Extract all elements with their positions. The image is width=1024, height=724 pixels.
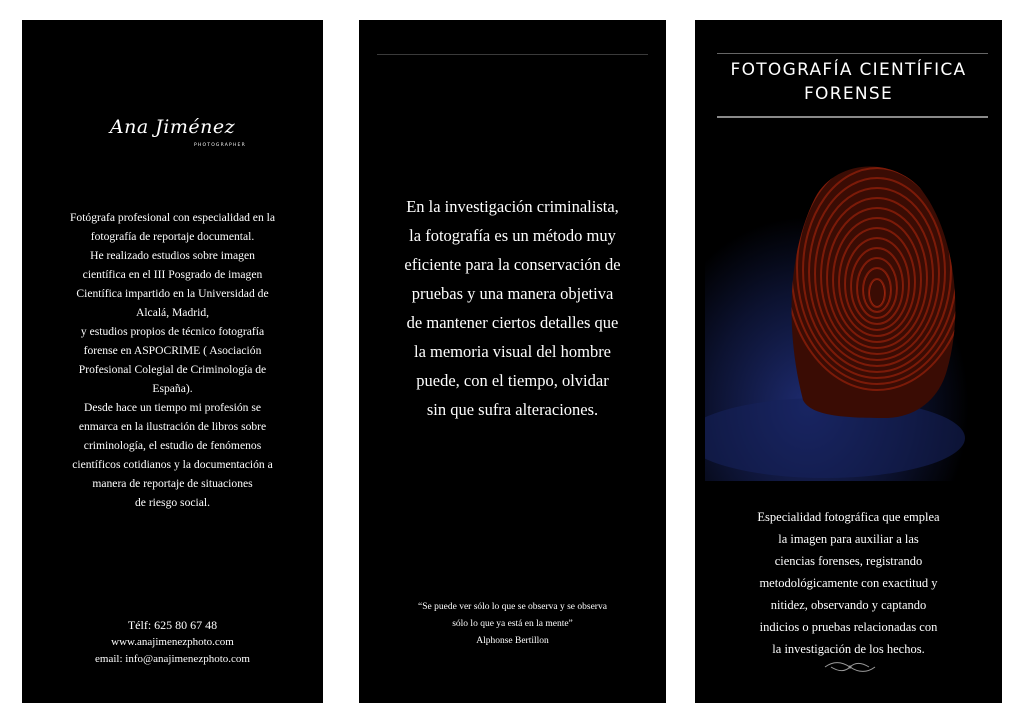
bio-line: de riesgo social.	[134, 496, 210, 509]
logo-tagline: PHOTOGRAPHER	[194, 143, 246, 148]
description-line: la investigación de los hechos.	[772, 642, 925, 656]
bio-line: Alcalá, Madrid,	[135, 306, 210, 319]
bio-line: científica en el III Posgrado de imagen	[82, 268, 263, 281]
bio-line: y estudios propios de técnico fotografía	[80, 325, 265, 338]
quote-line: sin que sufra alteraciones.	[426, 400, 599, 419]
description-line: metodológicamente con exactitud y	[759, 576, 938, 590]
contact-info	[22, 617, 323, 668]
main-quote	[359, 192, 666, 424]
citation-line: “Se puede ver sólo lo que se observa y se observa	[418, 602, 607, 612]
description-line: nitidez, observando y captando	[770, 598, 927, 612]
bio-line: criminología, el estudio de fenómenos	[83, 439, 262, 452]
quote-line: En la investigación criminalista,	[406, 197, 619, 216]
citation-line: sólo lo que ya está en la mente”	[452, 619, 573, 629]
quote-line: eficiente para la conservación de	[404, 255, 621, 274]
bio-line: Desde hace un tiempo mi profesión se	[83, 401, 262, 414]
bio-line: fotografía de reportaje documental.	[90, 230, 255, 243]
bio-line: Profesional Colegial de Criminología de	[78, 363, 267, 376]
flourish-ornament-icon	[823, 660, 877, 674]
quote-line: pruebas y una manera objetiva	[411, 284, 614, 303]
bio-text	[46, 208, 299, 512]
title-top-rule	[717, 53, 988, 54]
description-line: ciencias forenses, registrando	[774, 554, 923, 568]
citation-author: Alphonse Bertillon	[476, 636, 549, 646]
bio-line: Científica impartido en la Universidad de	[76, 287, 269, 300]
bio-line: Fotógrafa profesional con especialidad en la	[69, 211, 276, 224]
middle-panel	[359, 20, 666, 703]
bio-line: científicos cotidianos y la documentación a	[72, 458, 273, 471]
description-line: Especialidad fotográfica que emplea	[757, 510, 940, 524]
panel-title	[695, 58, 1002, 106]
fingerprint-photo	[705, 138, 998, 481]
logo	[22, 116, 323, 148]
description-line: indicios o pruebas relacionadas con	[759, 620, 938, 634]
description-line: la imagen para auxiliar a las	[778, 532, 919, 546]
fingerprint-icon	[705, 138, 998, 481]
bio-line: España).	[152, 382, 193, 395]
bio-line: He realizado estudios sobre imagen	[90, 249, 255, 262]
quote-line: puede, con el tiempo, olvidar	[416, 371, 609, 390]
title-bottom-rule	[717, 116, 988, 118]
bio-line: manera de reportaje de situaciones	[92, 477, 253, 490]
email-link[interactable]: email: info@anajimenezphoto.com	[95, 653, 250, 665]
phone-number: Télf: 625 80 67 48	[127, 618, 218, 632]
logo-name: Ana Jiménez	[109, 116, 236, 138]
bio-line: forense en ASPOCRIME ( Asociación	[83, 344, 262, 357]
bio-line: enmarca en la ilustración de libros sobre	[78, 420, 267, 433]
title-line-1: FOTOGRAFÍA CIENTÍFICA	[730, 60, 967, 80]
quote-line: la memoria visual del hombre	[413, 342, 612, 361]
title-line-2: FORENSE	[803, 84, 894, 104]
top-divider	[377, 54, 648, 55]
description	[695, 506, 1002, 660]
right-panel	[695, 20, 1002, 703]
citation	[359, 599, 666, 650]
quote-line: la fotografía es un método muy	[409, 226, 616, 245]
left-panel	[22, 20, 323, 703]
quote-line: de mantener ciertos detalles que	[406, 313, 619, 332]
website-link[interactable]: www.anajimenezphoto.com	[111, 636, 234, 648]
